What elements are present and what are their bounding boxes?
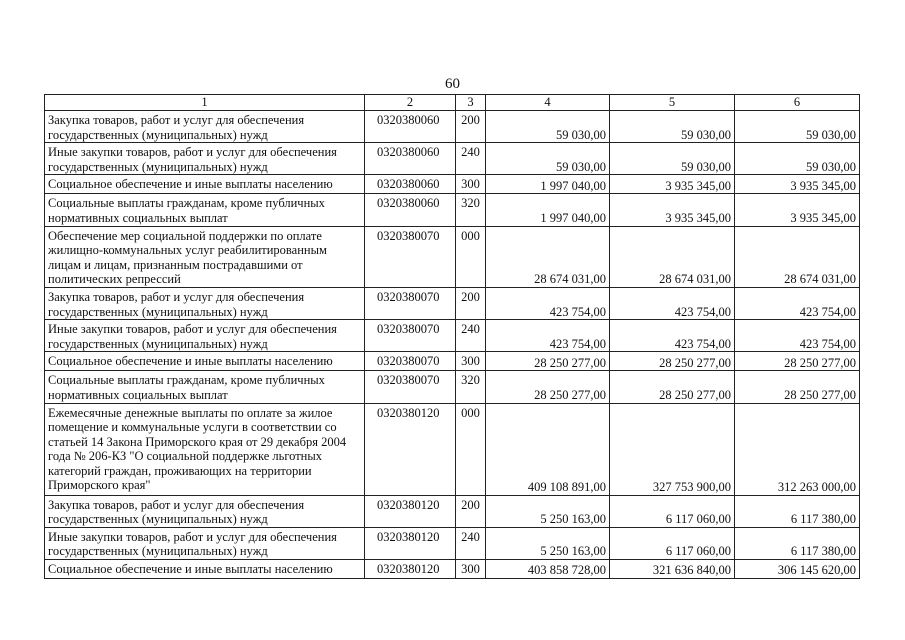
row-type: 000: [456, 226, 486, 287]
row-code: 0320380120: [365, 495, 456, 527]
row-value-6: 6 117 380,00: [735, 495, 860, 527]
row-value-6: 306 145 620,00: [735, 559, 860, 578]
row-name: Закупка товаров, работ и услуг для обеспечения государственных (муниципальных) нужд: [45, 111, 365, 143]
row-name: Иные закупки товаров, работ и услуг для обеспечения государственных (муниципальных) нужд: [45, 143, 365, 175]
row-value-6: 6 117 380,00: [735, 527, 860, 559]
row-value-5: 28 674 031,00: [610, 226, 735, 287]
row-code: 0320380120: [365, 527, 456, 559]
row-value-6: 28 674 031,00: [735, 226, 860, 287]
row-type: 320: [456, 371, 486, 403]
table-row: [45, 559, 860, 578]
row-value-4: 28 674 031,00: [486, 226, 610, 287]
row-type: 000: [456, 403, 486, 495]
row-value-4: 59 030,00: [486, 111, 610, 143]
row-value-6: 28 250 277,00: [735, 352, 860, 371]
row-value-6: 28 250 277,00: [735, 371, 860, 403]
row-type: 300: [456, 175, 486, 194]
table-row: [45, 527, 860, 559]
table-row: [45, 495, 860, 527]
row-name: Иные закупки товаров, работ и услуг для обеспечения государственных (муниципальных) нужд: [45, 527, 365, 559]
table-row: [45, 143, 860, 175]
row-code: 0320380060: [365, 194, 456, 226]
row-type: 300: [456, 559, 486, 578]
row-value-6: 3 935 345,00: [735, 194, 860, 226]
row-code: 0320380120: [365, 559, 456, 578]
row-value-5: 423 754,00: [610, 320, 735, 352]
table-row: [45, 111, 860, 143]
row-value-4: 409 108 891,00: [486, 403, 610, 495]
header-row: [45, 95, 860, 111]
table-row: [45, 403, 860, 495]
row-value-6: 312 263 000,00: [735, 403, 860, 495]
row-code: 0320380070: [365, 287, 456, 319]
row-type: 300: [456, 352, 486, 371]
column-header: 6: [735, 95, 860, 111]
row-value-4: 28 250 277,00: [486, 352, 610, 371]
row-code: 0320380070: [365, 371, 456, 403]
row-value-6: 3 935 345,00: [735, 175, 860, 194]
row-code: 0320380060: [365, 111, 456, 143]
table-row: [45, 320, 860, 352]
row-value-5: 327 753 900,00: [610, 403, 735, 495]
row-value-5: 321 636 840,00: [610, 559, 735, 578]
row-name: Социальное обеспечение и иные выплаты населению: [45, 352, 365, 371]
column-header: 5: [610, 95, 735, 111]
row-value-4: 28 250 277,00: [486, 371, 610, 403]
row-value-5: 59 030,00: [610, 143, 735, 175]
row-name: Иные закупки товаров, работ и услуг для обеспечения государственных (муниципальных) нужд: [45, 320, 365, 352]
row-value-4: 59 030,00: [486, 143, 610, 175]
row-type: 320: [456, 194, 486, 226]
row-code: 0320380070: [365, 320, 456, 352]
row-value-4: 403 858 728,00: [486, 559, 610, 578]
table-row: [45, 287, 860, 319]
row-code: 0320380060: [365, 175, 456, 194]
row-name: Закупка товаров, работ и услуг для обеспечения государственных (муниципальных) нужд: [45, 495, 365, 527]
row-value-5: 423 754,00: [610, 287, 735, 319]
row-name: Социальное обеспечение и иные выплаты населению: [45, 175, 365, 194]
row-name: Социальное обеспечение и иные выплаты населению: [45, 559, 365, 578]
row-code: 0320380060: [365, 143, 456, 175]
row-value-4: 1 997 040,00: [486, 175, 610, 194]
row-name: Закупка товаров, работ и услуг для обеспечения государственных (муниципальных) нужд: [45, 287, 365, 319]
row-type: 200: [456, 287, 486, 319]
row-type: 240: [456, 320, 486, 352]
page-number: 60: [445, 76, 460, 92]
row-code: 0320380070: [365, 226, 456, 287]
row-value-6: 59 030,00: [735, 111, 860, 143]
row-name: Ежемесячные денежные выплаты по оплате за жилое помещение и коммунальные услуги в соответствии со статьей 14 Закона Приморского края от 29 декабря 2004 года № 206-КЗ "О социальной поддержке льготных категорий граждан, проживающих на территории Приморского края": [45, 403, 365, 495]
row-value-4: 423 754,00: [486, 287, 610, 319]
row-name: Обеспечение мер социальной поддержки по оплате жилищно-коммунальных услуг реабилитированным лицам и лицам, признанным пострадавшими от политических репрессий: [45, 226, 365, 287]
row-value-4: 5 250 163,00: [486, 527, 610, 559]
row-value-5: 6 117 060,00: [610, 527, 735, 559]
row-type: 200: [456, 495, 486, 527]
row-value-5: 28 250 277,00: [610, 371, 735, 403]
row-value-6: 59 030,00: [735, 143, 860, 175]
column-header: 3: [456, 95, 486, 111]
table-row: [45, 194, 860, 226]
row-value-5: 28 250 277,00: [610, 352, 735, 371]
row-name: Социальные выплаты гражданам, кроме публичных нормативных социальных выплат: [45, 371, 365, 403]
row-type: 200: [456, 111, 486, 143]
row-value-4: 5 250 163,00: [486, 495, 610, 527]
column-header: 4: [486, 95, 610, 111]
column-header: 1: [45, 95, 365, 111]
row-type: 240: [456, 527, 486, 559]
row-value-5: 59 030,00: [610, 111, 735, 143]
row-type: 240: [456, 143, 486, 175]
table-row: [45, 175, 860, 194]
table-row: [45, 226, 860, 287]
row-value-5: 3 935 345,00: [610, 194, 735, 226]
table-row: [45, 352, 860, 371]
budget-table: [44, 94, 860, 579]
column-header: 2: [365, 95, 456, 111]
row-value-5: 6 117 060,00: [610, 495, 735, 527]
table-row: [45, 371, 860, 403]
row-name: Социальные выплаты гражданам, кроме публичных нормативных социальных выплат: [45, 194, 365, 226]
row-value-6: 423 754,00: [735, 287, 860, 319]
row-code: 0320380120: [365, 403, 456, 495]
row-value-5: 3 935 345,00: [610, 175, 735, 194]
row-value-4: 1 997 040,00: [486, 194, 610, 226]
row-value-4: 423 754,00: [486, 320, 610, 352]
row-code: 0320380070: [365, 352, 456, 371]
row-value-6: 423 754,00: [735, 320, 860, 352]
